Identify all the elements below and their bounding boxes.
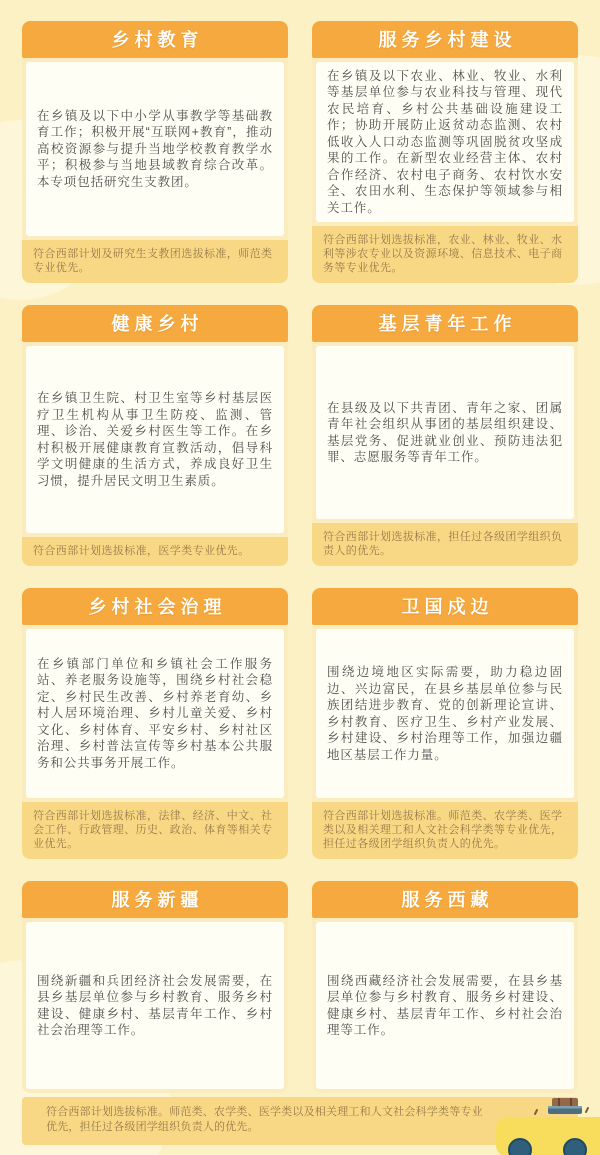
card-serve-rural-construction — [312, 21, 578, 283]
card-body-text: 围绕西藏经济社会发展需要，在县乡基层单位参与乡村教育、服务乡村建设、健康乡村、基层青年工作、乡村社会治理等工作。 — [327, 973, 563, 1037]
card-body-text: 围绕边境地区实际需要，助力稳边固边、兴边富民，在县乡基层单位参与民族团结进步教育、党的创新理论宣讲、乡村教育、医疗卫生、乡村产业发展、乡村建设、乡村治理等工作，加强边疆地区基层工作力量。 — [327, 665, 563, 762]
card-body-text: 在县级及以下共青团、青年之家、团属青年社会组织从事团的基层组织建设、基层党务、促进就业创业、预防违法犯罪、志愿服务等青年工作。 — [327, 400, 563, 464]
card-body — [316, 346, 574, 519]
card-note: 符合西部计划选拔标准，农业、林业、牧业、水利等涉农专业以及资源环境、信息技术、电子商务等专业优先。 — [312, 226, 578, 283]
card-grassroots-youth-work — [312, 305, 578, 566]
card-body — [316, 629, 574, 798]
card-note: 符合西部计划选拔标准。师范类、农学类、医学类以及相关理工和人文社会科学类等专业优先，担任过各级团学组织负责人的优先。 — [312, 802, 578, 859]
card-body — [26, 346, 284, 533]
card-title: 基层青年工作 — [312, 305, 578, 342]
card-title: 服务新疆 — [22, 881, 288, 918]
card-body-text: 在乡镇卫生院、村卫生室等乡村基层医疗卫生机构从事卫生防疫、监测、管理、诊治、关爱乡村医生等工作。在乡村积极开展健康教育宣教活动，倡导科学文明健康的生活方式，养成良好卫生习惯，提升居民文明卫生素质。 — [37, 391, 273, 488]
card-body-text: 在乡镇及以下农业、林业、牧业、水利等基层单位参与农业科技与管理、现代农民培育、乡村公共基础设施建设工作；协助开展防止返贫动态监测、农村低收入人口动态监测等巩固脱贫攻坚成果的工作。在新型农业经营主体、农村合作经济、农村电子商务、农村饮水安全、农田水利、生态保护等领域参与相关工作。 — [327, 68, 563, 215]
card-serve-xinjiang — [22, 881, 288, 1093]
card-title: 服务乡村建设 — [312, 21, 578, 58]
luggage-icon — [548, 1098, 582, 1114]
card-body-text: 在乡镇及以下中小学从事教学等基础教育工作；积极开展“互联网+教育”，推动高校资源参与提升当地学校教育教学水平；积极参与当地县域教育综合改革。本专项包括研究生支教团。 — [37, 108, 273, 189]
card-rural-education — [22, 21, 288, 283]
yellow-bus-icon — [490, 1093, 600, 1155]
card-title: 乡村社会治理 — [22, 588, 288, 625]
bottom-note: 符合西部计划选拔标准。师范类、农学类、医学类以及相关理工和人文社会科学类等专业优先，担任过各级团学组织负责人的优先。 — [22, 1097, 578, 1145]
card-healthy-village — [22, 305, 288, 566]
card-title: 卫国戍边 — [312, 588, 578, 625]
card-title: 乡村教育 — [22, 21, 288, 58]
card-title: 健康乡村 — [22, 305, 288, 342]
card-body-text: 围绕新疆和兵团经济社会发展需要，在县乡基层单位参与乡村教育、服务乡村建设、健康乡村、基层青年工作、乡村社会治理等工作。 — [37, 973, 273, 1037]
card-body — [26, 629, 284, 798]
card-title: 服务西藏 — [312, 881, 578, 918]
card-body — [316, 922, 574, 1089]
card-serve-tibet — [312, 881, 578, 1093]
card-body — [26, 922, 284, 1089]
card-border-defense — [312, 588, 578, 859]
card-note: 符合西部计划选拔标准，法律、经济、中文、社会工作、行政管理、历史、政治、体育等相关专业优先。 — [22, 802, 288, 859]
card-note: 符合西部计划选拔标准，担任过各级团学组织负责人的优先。 — [312, 523, 578, 566]
card-body — [26, 62, 284, 236]
card-body-text: 在乡镇部门单位和乡镇社会工作服务站、养老服务设施等，围绕乡村社会稳定、乡村民生改善、乡村养老育幼、乡村人居环境治理、乡村儿童关爱、乡村文化、乡村体育、平安乡村、乡村社区治理、乡村普法宣传等乡村基本公共服务和公共事务开展工作。 — [37, 656, 273, 770]
card-note: 符合西部计划及研究生支教团选拔标准，师范类专业优先。 — [22, 240, 288, 283]
card-rural-social-governance — [22, 588, 288, 859]
card-body — [316, 62, 574, 222]
card-note: 符合西部计划选拔标准，医学类专业优先。 — [22, 537, 288, 566]
